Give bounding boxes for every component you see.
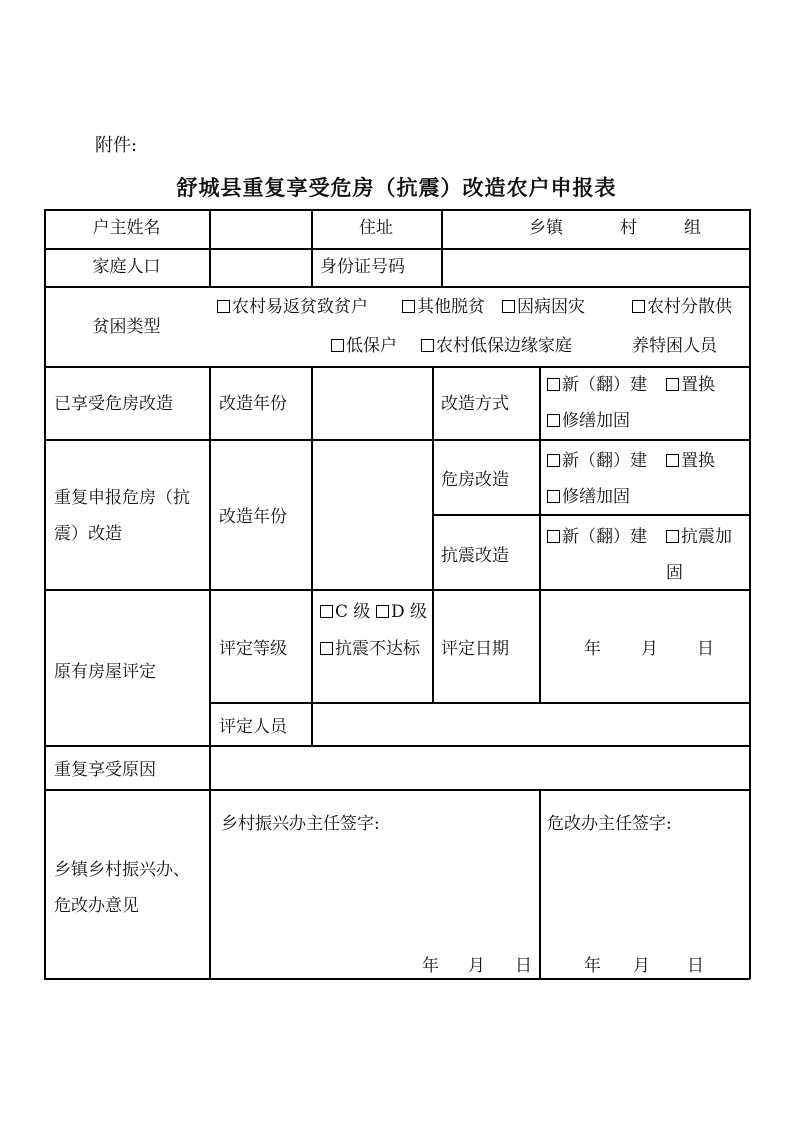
checkbox-icon[interactable] [217, 300, 230, 313]
family-population-value[interactable] [212, 250, 309, 285]
poverty-option[interactable]: 农村易返贫致贫户 [217, 299, 368, 316]
repeat-reason-label: 重复享受原因 [54, 760, 156, 780]
id-number-label: 身份证号码 [320, 257, 405, 277]
quake-opt-reinforce[interactable]: 抗震加固 [666, 527, 732, 583]
address-group-label: 组 [684, 218, 701, 238]
assessment-month: 月 [641, 639, 658, 659]
opinion-label: 乡镇乡村振兴办、危改办意见 [54, 860, 190, 916]
table-border-line [44, 978, 750, 980]
danger-opt-repair[interactable]: 修缮加固 [547, 489, 630, 506]
danger-opt-rebuild[interactable]: 新（翻）建 [547, 453, 647, 470]
table-col-line [441, 209, 443, 286]
checkbox-icon[interactable] [320, 605, 333, 618]
enjoyed-opt-repair[interactable]: 修缮加固 [547, 413, 630, 430]
checkbox-icon[interactable] [402, 300, 415, 313]
checkbox-icon[interactable] [666, 378, 679, 391]
checkbox-icon[interactable] [376, 605, 389, 618]
address-village-label: 村 [620, 218, 637, 238]
rural-sign-day: 日 [515, 956, 532, 976]
rural-sign-year: 年 [422, 956, 439, 976]
poverty-option[interactable]: 低保户 [331, 338, 397, 355]
assessment-day: 日 [697, 639, 714, 659]
poverty-type-label: 贫困类型 [92, 317, 161, 337]
table-col-line [539, 366, 541, 702]
checkbox-icon[interactable] [547, 530, 560, 543]
table-row-line [44, 789, 750, 791]
checkbox-icon[interactable] [320, 642, 333, 655]
poverty-option[interactable]: 因病因灾 [502, 299, 585, 316]
table-col-line [432, 366, 434, 702]
renov-sign-day: 日 [687, 956, 704, 976]
enjoyed-opt-replace[interactable]: 置换 [666, 377, 715, 394]
enjoyed-year-label: 改造年份 [219, 394, 287, 414]
assessor-label: 评定人员 [219, 717, 287, 737]
checkbox-icon[interactable] [547, 378, 560, 391]
table-col-line [539, 789, 541, 978]
grade-label: 评定等级 [219, 639, 287, 659]
danger-renovation-label: 危房改造 [441, 470, 509, 490]
renovation-director-sign-label: 危改办主任签字: [547, 814, 672, 834]
grade-opt-substandard[interactable]: 抗震不达标 [320, 631, 430, 668]
address-township-label: 乡镇 [529, 218, 563, 238]
repeat-year-label: 改造年份 [219, 507, 287, 527]
table-border-line [749, 209, 751, 979]
assessment-year: 年 [584, 639, 601, 659]
enjoyed-opt-rebuild[interactable]: 新（翻）建 [547, 377, 647, 394]
enjoyed-year-value[interactable] [314, 368, 430, 438]
poverty-option[interactable]: 农村分散供养特困人员 [632, 297, 732, 356]
poverty-option-cont [217, 338, 234, 355]
table-border-line [44, 209, 750, 211]
enjoyed-renovation-label: 已享受危房改造 [54, 394, 173, 414]
renovation-director-signature[interactable] [542, 840, 747, 950]
quake-opt-rebuild[interactable]: 新（翻）建 [547, 529, 647, 546]
family-population-label: 家庭人口 [92, 257, 161, 277]
assessment-label: 原有房屋评定 [54, 662, 156, 682]
checkbox-icon[interactable] [547, 454, 560, 467]
head-name-label: 户主姓名 [92, 218, 161, 238]
assessor-value[interactable] [314, 704, 748, 744]
checkbox-icon[interactable] [632, 300, 645, 313]
checkbox-icon[interactable] [547, 414, 560, 427]
checkbox-icon[interactable] [666, 530, 679, 543]
rural-director-signature[interactable] [212, 840, 537, 950]
repeat-renovation-label: 重复申报危房（抗震）改造 [54, 488, 190, 544]
attachment-label: 附件: [95, 135, 138, 156]
table-col-line [209, 209, 211, 286]
table-col-line [311, 366, 313, 745]
table-row-line [44, 589, 750, 591]
address-label: 住址 [359, 218, 393, 238]
checkbox-icon[interactable] [666, 454, 679, 467]
danger-opt-replace[interactable]: 置换 [666, 453, 715, 470]
id-number-value[interactable] [444, 250, 748, 285]
checkbox-icon[interactable] [547, 490, 560, 503]
table-col-line [209, 366, 211, 978]
renov-sign-month: 月 [633, 956, 650, 976]
repeat-reason-value[interactable] [212, 747, 748, 788]
grade-opt-c[interactable]: C 级 [320, 604, 370, 621]
assessment-date-label: 评定日期 [441, 639, 509, 659]
form-title: 舒城县重复享受危房（抗震）改造农户申报表 [176, 175, 617, 200]
checkbox-icon[interactable] [421, 339, 434, 352]
checkbox-icon[interactable] [331, 339, 344, 352]
renov-sign-year: 年 [584, 956, 601, 976]
table-row-line [432, 514, 750, 516]
enjoyed-method-label: 改造方式 [441, 394, 509, 414]
rural-sign-month: 月 [468, 956, 485, 976]
grade-opt-d[interactable]: D 级 [376, 604, 427, 621]
poverty-option[interactable]: 其他脱贫 [402, 299, 485, 316]
checkbox-icon[interactable] [502, 300, 515, 313]
quake-renovation-label: 抗震改造 [441, 546, 509, 566]
repeat-year-value[interactable] [314, 441, 430, 587]
rural-director-sign-label: 乡村振兴办主任签字: [221, 814, 380, 834]
poverty-option[interactable]: 农村低保边缘家庭 [421, 338, 572, 355]
head-name-value[interactable] [212, 211, 309, 247]
